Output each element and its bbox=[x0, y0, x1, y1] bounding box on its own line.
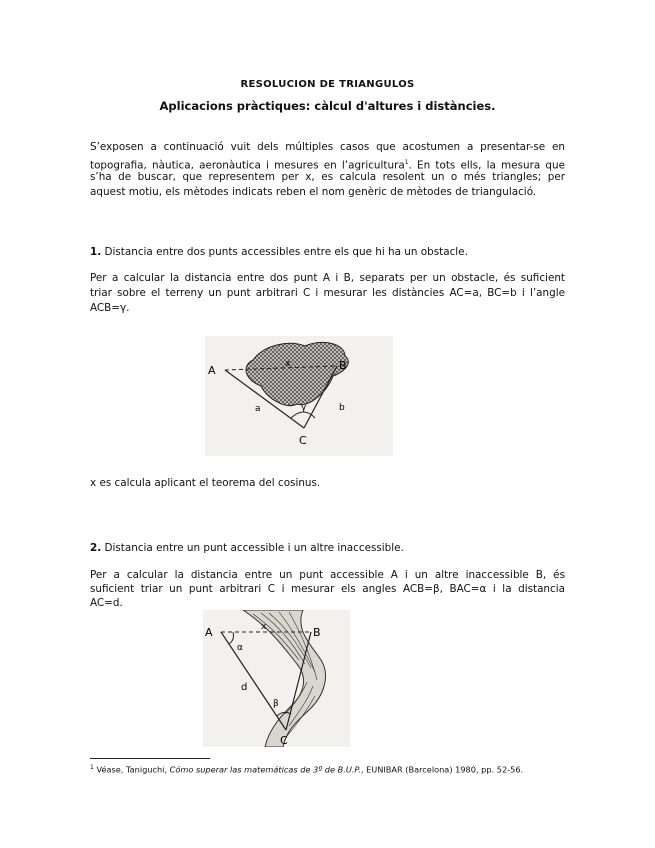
section1-line-3: ACB=γ. bbox=[90, 302, 130, 314]
page-title: RESOLUCION DE TRIANGULOS bbox=[240, 79, 415, 90]
intro-line-3: s’ha de buscar, que representem per x, es calcula resolent un o més triangles; per bbox=[90, 171, 565, 183]
label-gamma: γ bbox=[301, 403, 307, 413]
line-ac-2 bbox=[221, 632, 286, 730]
footnote-rule bbox=[90, 758, 210, 759]
section1-line-2: triar sobre el terreny un punt arbitrari C i mesurar les distàncies AC=a, BC=b i l’angle bbox=[90, 287, 565, 299]
footnote-ref: 1 bbox=[404, 159, 409, 166]
footnote-book-title: Cómo superar las matemáticas de 3º de B.U.P. bbox=[169, 764, 361, 775]
section1-heading bbox=[90, 245, 468, 261]
section1-note: x es calcula aplicant el teorema del cosinus. bbox=[90, 477, 321, 489]
intro-line-2-b: . En tots ells, la mesura que bbox=[408, 159, 565, 172]
intro-line-4: aquest motiu, els mètodes indicats reben el nom genèric de mètodes de triangulació. bbox=[90, 186, 537, 198]
angle-alpha-arc bbox=[229, 632, 234, 644]
figure-1-svg bbox=[205, 336, 393, 456]
label-b-point: B bbox=[339, 359, 347, 372]
section2-line-3: AC=d. bbox=[90, 597, 123, 609]
figure-2-svg bbox=[203, 610, 350, 747]
figure-obstacle-triangle bbox=[205, 336, 393, 456]
section2-heading bbox=[90, 541, 404, 557]
footnote-prefix: Véase, Taniguchi, bbox=[96, 764, 170, 775]
intro-line-1: S’exposen a continuació vuit dels múltiples casos que acostumen a presentar-se en bbox=[90, 141, 565, 153]
label-a-side: a bbox=[255, 404, 261, 414]
label-x-2: x bbox=[261, 622, 267, 632]
section1-title: Distancia entre dos punts accessibles entre els que hi ha un obstacle. bbox=[104, 246, 468, 258]
section1-line-1: Per a calcular la distancia entre dos punt A i B, separats per un obstacle, és suficient bbox=[90, 272, 565, 284]
footnote-suffix: , EUNIBAR (Barcelona) 1980, pp. 52-56. bbox=[360, 764, 524, 775]
label-d-side: d bbox=[241, 682, 248, 693]
label-a-point-2: A bbox=[205, 626, 213, 639]
label-c-point-2: C bbox=[280, 734, 288, 747]
label-alpha: α bbox=[237, 643, 243, 653]
section2-number: 2. bbox=[90, 542, 102, 554]
intro-line-2-a: topografia, nàutica, aeronàutica i mesures en l’agricultura bbox=[90, 159, 405, 172]
label-c-point: C bbox=[299, 434, 307, 447]
label-b-point-2: B bbox=[313, 626, 321, 639]
label-a-point: A bbox=[208, 364, 216, 377]
section2-line-1: Per a calcular la distancia entre un punt accessible A i un altre inaccessible B, és bbox=[90, 569, 565, 581]
footnote-mark: 1 bbox=[90, 764, 94, 771]
label-b-side: b bbox=[339, 403, 345, 413]
page-subtitle: Aplicacions pràctiques: càlcul d'altures i distàncies. bbox=[159, 99, 496, 113]
section2-title: Distancia entre un punt accessible i un altre inaccessible. bbox=[104, 542, 404, 554]
label-beta: β bbox=[273, 699, 279, 709]
figure-inaccessible-point bbox=[203, 610, 350, 747]
section1-number: 1. bbox=[90, 246, 102, 258]
footnote bbox=[90, 762, 523, 776]
label-x: x bbox=[285, 359, 291, 369]
section2-line-2: suficient triar un punt arbitrari C i mesurar els angles ACB=β, BAC=α i la distancia bbox=[90, 583, 565, 595]
